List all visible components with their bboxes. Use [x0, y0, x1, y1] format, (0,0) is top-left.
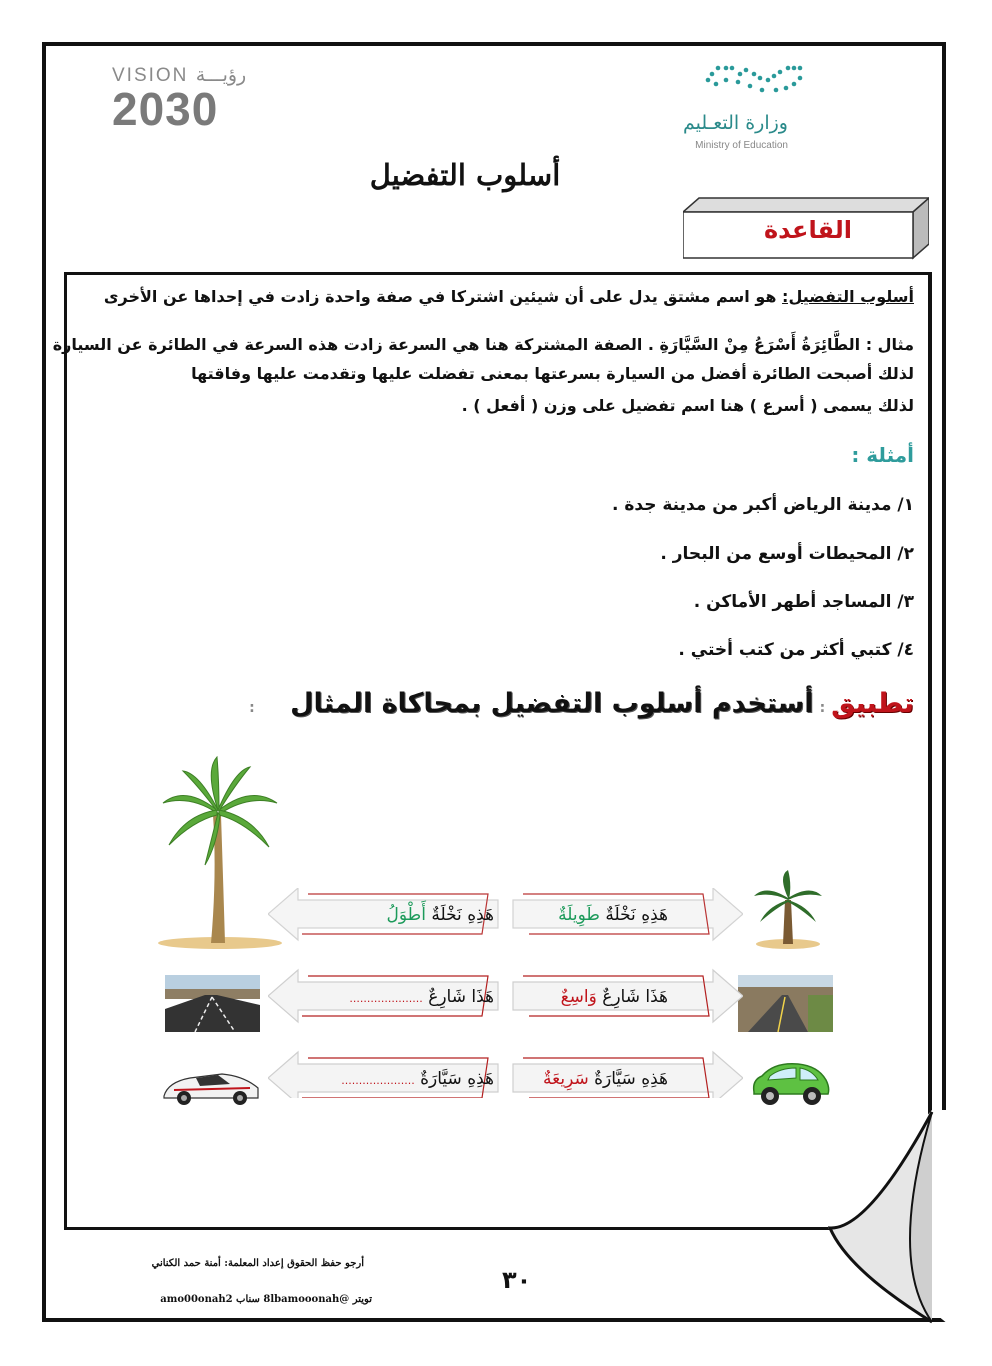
ministry-name-en: Ministry of Education	[695, 140, 788, 151]
application-colon: :	[819, 700, 826, 716]
example-line-3: لذلك يسمى ( أسرع ) هنا اسم تفضيل على وزن ( أفعل ) .	[461, 396, 914, 415]
definition-text: هو اسم مشتق يدل على أن شيئين اشتركا في صفة واحدة زادت في إحداها عن الأخرى	[103, 287, 777, 306]
rule-label: القاعدة	[764, 216, 852, 244]
definition-term: أسلوب التفضيل:	[782, 287, 914, 306]
example-line-1: مثال : الطَّائِرَةُ أَسْرَعُ مِنْ السَّيَّارَةِ . الصفة المشتركة هنا هي السرعة زادت هذه السرعة في الطائرة عن السيارة	[52, 335, 914, 354]
example-line-2: لذلك أصبحت الطائرة أفضل من السيارة بسرعتها بمعنى تفضلت عليها وتقدمت عليها وفاقتها	[191, 364, 914, 383]
example-item-2: ٢/ المحيطات أوسع من البحار .	[660, 544, 914, 564]
small-palm-tree-image	[748, 870, 828, 950]
page-title: أسلوب التفضيل	[369, 158, 561, 192]
wide-road-image	[165, 975, 260, 1032]
example-item-4: ٤/ كتبي أكثر من كتب أختي .	[678, 640, 914, 660]
footer-credit: أرجو حفظ الحقوق إعداد المعلمة: أمنة حمد الكناني	[151, 1258, 364, 1269]
definition-line	[104, 287, 914, 306]
application-word: تطبيق	[831, 688, 914, 719]
vision-2030-logo	[112, 64, 272, 134]
race-car-image	[160, 1066, 262, 1108]
row2-right-sentence: هَذَا شَارِعٌ وَاسِعٌ	[560, 987, 668, 1007]
comparison-arrows	[268, 888, 743, 1098]
examples-heading: أمثلة :	[851, 443, 914, 467]
footer-social: تويتر @8lbamooonah سناب amo00onah2	[160, 1294, 372, 1305]
vision-year: 2030	[112, 83, 219, 135]
row2-blank[interactable]: .....................	[349, 992, 423, 1005]
row2-left-sentence: هَذَا شَارِعٌ .....................	[349, 987, 494, 1007]
ministry-logo	[680, 60, 810, 155]
ministry-name-ar: وزارة التعـليم	[682, 112, 788, 134]
example-item-3: ٣/ المساجد أطهر الأماكن .	[693, 592, 914, 612]
row3-left-sentence: هَذِهِ سَيَّارَةٌ .....................	[341, 1069, 494, 1089]
application-text: أستخدم أسلوب التفضيل بمحاكاة المثال	[290, 688, 814, 719]
rule-box	[683, 196, 929, 260]
page-number: ٣٠	[502, 1266, 532, 1294]
row1-left-sentence: هَذِهِ نَخْلَةٌ أَطْوَلُ	[386, 905, 494, 925]
row3-blank[interactable]: .....................	[341, 1074, 415, 1087]
application-heading	[243, 688, 914, 719]
row1-right-sentence: هَذِهِ نَخْلَةٌ طَوِيلَةٌ	[558, 905, 668, 925]
road-image	[738, 975, 833, 1032]
ministry-dots-icon	[700, 60, 810, 100]
row3-right-sentence: هَذِهِ سَيَّارَةٌ سَرِيعَةٌ	[543, 1069, 668, 1089]
application-trailing-colon: :	[249, 700, 255, 716]
page-curl	[828, 1110, 948, 1324]
green-car-image	[748, 1058, 833, 1108]
example-item-1: ١/ مدينة الرياض أكبر من مدينة جدة .	[611, 495, 914, 515]
tall-palm-tree-image	[155, 755, 285, 950]
vision-label: VISION رؤيـــة	[112, 65, 247, 86]
